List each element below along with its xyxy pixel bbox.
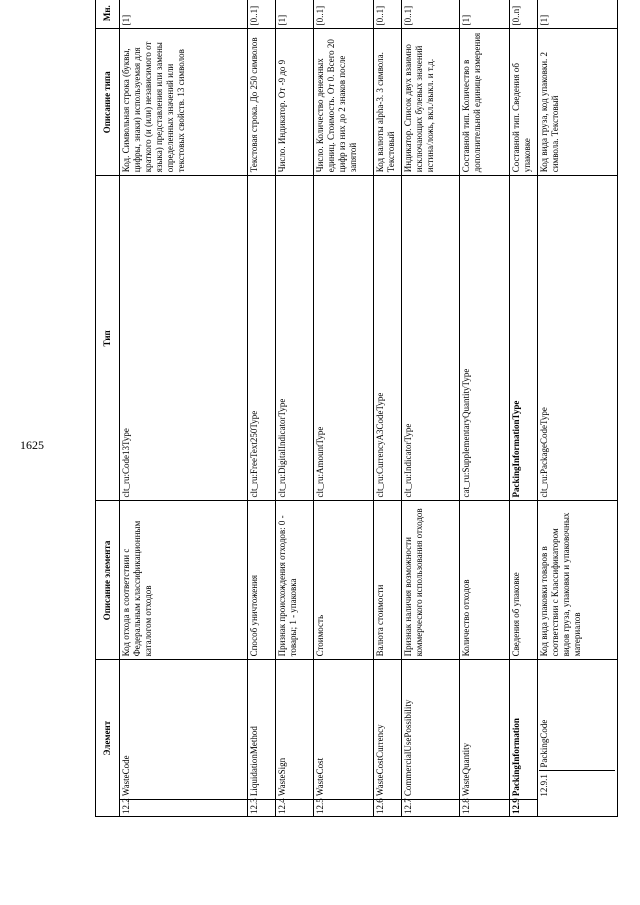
row-element-description: Способ уничтожения xyxy=(248,501,276,660)
row-multiplicity: [0..1] xyxy=(374,0,402,29)
row-element: WasteQuantity xyxy=(460,660,510,800)
schema-table xyxy=(95,0,618,817)
row-type-description: Текстовая строка. До 250 символов xyxy=(248,29,276,176)
row-element: PackingInformation xyxy=(510,660,538,800)
row-type: clt_ru:CurrencyA3CodeType xyxy=(374,176,402,501)
row-type: clt_ru:DigitalIndicatorType xyxy=(276,176,314,501)
row-element-description: Код вида упаковки товаров в соответствии с Классификатором видов груза, упаковки и упаковочных материалов xyxy=(538,501,618,660)
row-element-description: Валюта стоимости xyxy=(374,501,402,660)
row-element-description: Количество отходов xyxy=(460,501,510,660)
row-number: 12.3 xyxy=(248,800,276,817)
table-header-row xyxy=(96,0,120,817)
row-multiplicity: [0..1] xyxy=(402,0,460,29)
header-element-description: Описание элемента xyxy=(96,501,120,660)
table-row xyxy=(538,0,618,817)
row-number: 12.8 xyxy=(460,800,510,817)
row-element-description: Признак происхождения отходов: 0 - товары; 1 - упаковка xyxy=(276,501,314,660)
table-row xyxy=(248,0,276,817)
row-element: WasteCostCurrency xyxy=(374,660,402,800)
row-number: 12.7 xyxy=(402,800,460,817)
row-type-description: Число. Количество денежных единиц. Стоимость. От 0. Всего 20 цифр из них до 2 знаков после запятой xyxy=(314,29,374,176)
row-type-description: Индикатор. Список двух взаимно исключающих булевых значений истина/ложь, вкл./выкл. и т.д. xyxy=(402,29,460,176)
row-type: cat_ru:SupplementaryQuantityType xyxy=(460,176,510,501)
row-multiplicity: [1] xyxy=(120,0,248,29)
row-type: PackingInformationType xyxy=(510,176,538,501)
row-number: 12.2 xyxy=(120,800,248,817)
row-type: clt_ru:AmountType xyxy=(314,176,374,501)
row-element-nested xyxy=(538,660,618,800)
table-row xyxy=(276,0,314,817)
row-multiplicity: [1] xyxy=(538,0,618,29)
row-multiplicity: [0..1] xyxy=(248,0,276,29)
row-type-description: Код. Символьная строка (буквы, цифры, знаки) используемая для краткого (и (или) независимого от языка) представления или замены определенных значений или текстовых свойств. 13 символов xyxy=(120,29,248,176)
rotated-table-container xyxy=(95,0,630,817)
row-multiplicity: [1] xyxy=(276,0,314,29)
row-element: WasteCode xyxy=(120,660,248,800)
row-type: clt_ru:IndicatorType xyxy=(402,176,460,501)
header-type: Тип xyxy=(96,176,120,501)
row-type-description: Число. Индикатор. От -9 до 9 xyxy=(276,29,314,176)
table-row xyxy=(402,0,460,817)
row-multiplicity: [0..1] xyxy=(314,0,374,29)
row-element: CommercialUsePossibility xyxy=(402,660,460,800)
header-multiplicity: Мн. xyxy=(96,0,120,29)
row-number: 12.9 xyxy=(510,800,538,817)
row-number: 12.9.1 xyxy=(539,774,549,797)
row-multiplicity: [1] xyxy=(460,0,510,29)
table-row xyxy=(510,0,538,817)
row-element: WasteSign xyxy=(276,660,314,800)
table-row xyxy=(314,0,374,817)
row-type-description: Код валюты alpha-3. 3 символа. Текстовый xyxy=(374,29,402,176)
row-multiplicity: [0..n] xyxy=(510,0,538,29)
header-type-description: Описание типа xyxy=(96,29,120,176)
row-element: LiquidationMethod xyxy=(248,660,276,800)
table-row xyxy=(374,0,402,817)
row-type-description: Код вида груза, код упаковки. 2 символа. Текстовый xyxy=(538,29,618,176)
row-type-description: Составной тип. Сведения об упаковке xyxy=(510,29,538,176)
row-number: 12.6 xyxy=(374,800,402,817)
table-row xyxy=(460,0,510,817)
row-type: clt_ru:PackageCodeType xyxy=(538,176,618,501)
row-number: 12.5 xyxy=(314,800,374,817)
row-element: PackingCode xyxy=(539,663,615,770)
row-type-description: Составной тип. Количество в дополнительной единице измерения xyxy=(460,29,510,176)
row-element-description: Код отхода в соответствии с Федеральным классификационным каталогом отходов xyxy=(120,501,248,660)
row-element-description: Сведения об упаковке xyxy=(510,501,538,660)
row-type: clt_ru:Code13Type xyxy=(120,176,248,501)
row-element-description: Стоимость xyxy=(314,501,374,660)
row-number: 12.4 xyxy=(276,800,314,817)
row-element-description: Признак наличия возможности коммерческого использования отходов xyxy=(402,501,460,660)
row-element: WasteCost xyxy=(314,660,374,800)
row-number-indent xyxy=(538,800,618,817)
table-row xyxy=(120,0,248,817)
row-type: clt_ru:FreeText250Type xyxy=(248,176,276,501)
page-number: 1625 xyxy=(20,438,44,452)
header-element: Элемент xyxy=(96,660,120,817)
